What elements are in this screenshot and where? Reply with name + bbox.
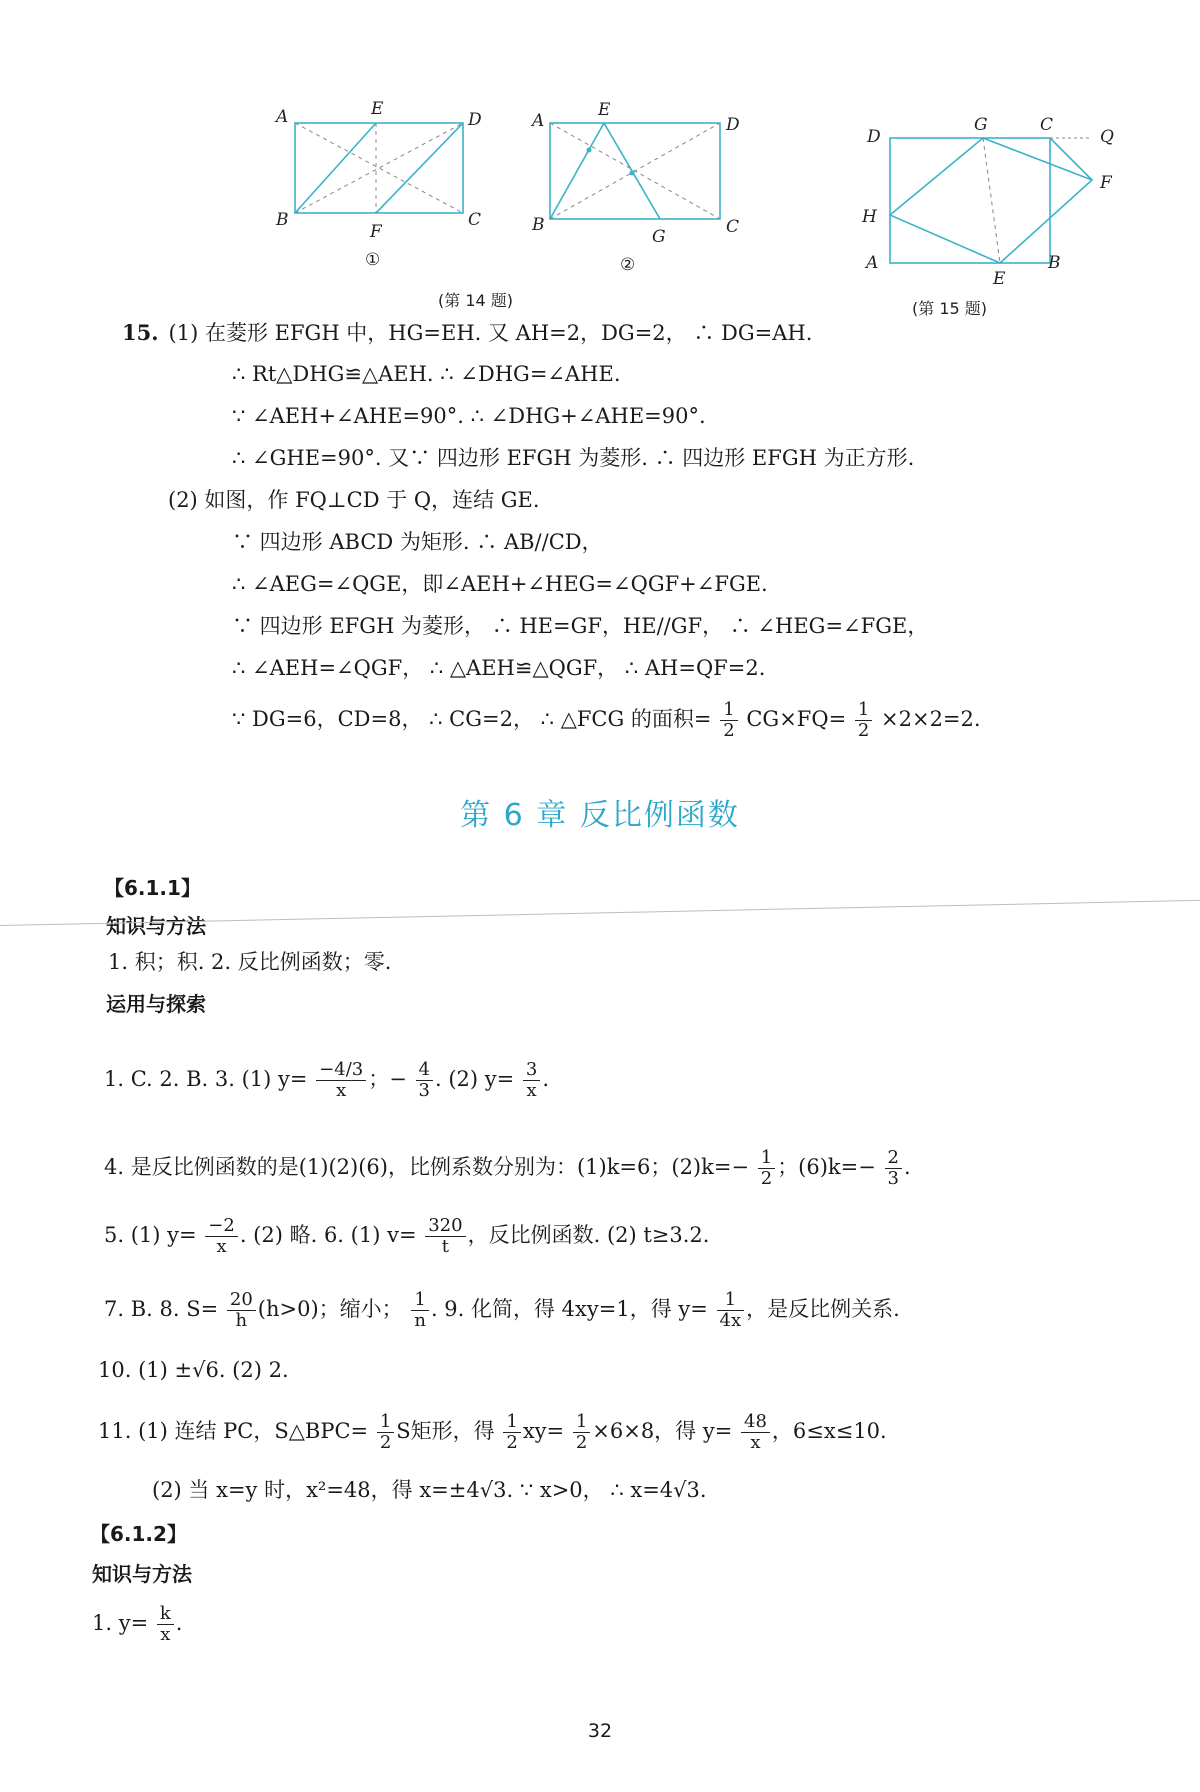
page-number: 32 xyxy=(587,1720,613,1742)
caption-14: (第 14 题) xyxy=(438,291,514,310)
answers-7-9: 7. B. 8. S= $\frac{20}{h}$ (h>0)；缩小； $\frac{1}{n}$ . 9. 化简，得 4xy=1，得 y= $\frac{1}{4x}$ ，是反比例关系. xyxy=(104,1289,900,1331)
fraction: $\frac{-2}{x}$ xyxy=(205,1216,238,1257)
fraction: $\frac{1}{n}$ xyxy=(411,1290,429,1331)
svg-text:E: E xyxy=(371,99,384,119)
q15-line-5: (2) 如图，作 FQ⊥CD 于 Q，连结 GE. xyxy=(168,488,540,512)
section-6-1-2: 【6.1.2】 xyxy=(90,1522,187,1546)
svg-text:D: D xyxy=(867,127,881,147)
section-6-1-1: 【6.1.1】 xyxy=(104,876,201,900)
fraction: $\frac{48}{x}$ xyxy=(741,1412,770,1453)
answer-10: 10. (1) ±√6. (2) 2. xyxy=(98,1358,289,1382)
svg-text:G: G xyxy=(652,227,666,247)
knowledge-heading-1: 知识与方法 xyxy=(106,914,206,938)
fraction: $\frac{-4/3}{x}$ xyxy=(316,1060,366,1101)
fraction: $\frac{3}{x}$ xyxy=(523,1060,540,1101)
svg-text:B: B xyxy=(532,215,545,235)
figure-15 xyxy=(861,115,1114,289)
knowledge-heading-2: 知识与方法 xyxy=(92,1562,192,1586)
fraction: $\frac{1}{4x}$ xyxy=(717,1290,745,1331)
q15-number: 15. xyxy=(122,320,159,345)
svg-text:H: H xyxy=(862,207,877,227)
fraction: $\frac{1}{2}$ xyxy=(377,1412,394,1453)
fraction: $\frac{1}{2}$ xyxy=(503,1412,520,1453)
knowledge-answers: 1. 积；积. 2. 反比例函数；零. xyxy=(108,950,392,974)
fraction: $\frac{320}{t}$ xyxy=(425,1216,465,1257)
svg-text:A: A xyxy=(276,107,289,127)
fraction: $\frac{1}{2}$ xyxy=(855,700,872,741)
svg-text:②: ② xyxy=(620,255,636,275)
svg-text:F: F xyxy=(370,222,382,242)
svg-text:B: B xyxy=(276,210,289,230)
figure-14-2 xyxy=(530,100,740,275)
fraction: $\frac{20}{h}$ xyxy=(227,1290,256,1331)
fraction: $\frac{k}{x}$ xyxy=(157,1604,174,1645)
q15-line-6: ∵ 四边形 ABCD 为矩形. ∴ AB//CD， xyxy=(232,530,603,554)
q15-line-2: ∴ Rt△DHG≌△AEH. ∴ ∠DHG=∠AHE. xyxy=(232,362,621,386)
answer-11-part1: 11. (1) 连结 PC，S△BPC= $\frac{1}{2}$ S矩形，得 $\frac{1}{2}$ xy= $\frac{1}{2}$ ×6×8，得 y= $\frac{48}{x}$ ，6≤x≤10. xyxy=(98,1411,887,1453)
q15-line-8: ∵ 四边形 EFGH 为菱形， ∴ HE=GF，HE//GF， ∴ ∠HEG=∠FGE， xyxy=(232,614,929,638)
q15-line-10: ∵ DG=6，CD=8， ∴ CG=2， ∴ △FCG 的面积= $\frac{1}{2}$ CG×FQ= $\frac{1}{2}$ ×2×2=2. xyxy=(232,699,981,741)
caption-15: (第 15 题) xyxy=(912,299,988,318)
figures-area xyxy=(0,0,1200,320)
answers-5-6: 5. (1) y= $\frac{-2}{x}$ . (2) 略. 6. (1) v= $\frac{320}{t}$ ，反比例函数. (2) t≥3.2. xyxy=(104,1215,710,1257)
svg-text:A: A xyxy=(532,111,545,131)
q15-line-4: ∴ ∠GHE=90°. 又∵ 四边形 EFGH 为菱形. ∴ 四边形 EFGH 为正方形. xyxy=(232,446,915,470)
svg-text:C: C xyxy=(1040,115,1054,135)
svg-text:①: ① xyxy=(365,250,381,270)
answer-11-part2: (2) 当 x=y 时，x²=48，得 x=±4√3. ∵ x>0， ∴ x=4√3. xyxy=(152,1478,707,1502)
q15-line-7: ∴ ∠AEG=∠QGE，即∠AEH+∠HEG=∠QGF+∠FGE. xyxy=(232,572,768,596)
q15-line-9: ∴ ∠AEH=∠QGF， ∴ △AEH≌△QGF， ∴ AH=QF=2. xyxy=(232,656,766,680)
chapter-title: 第 6 章 反比例函数 xyxy=(460,798,740,833)
svg-text:Q: Q xyxy=(1100,127,1114,147)
fraction: $\frac{1}{2}$ xyxy=(758,1148,775,1189)
svg-text:G: G xyxy=(974,115,988,135)
figure-14-1 xyxy=(274,99,482,270)
fraction: $\frac{4}{3}$ xyxy=(416,1060,433,1101)
apply-heading: 运用与探索 xyxy=(106,992,206,1016)
q15-line-1: 15. (1) 在菱形 EFGH 中，HG=EH. 又 AH=2，DG=2， ∴ DG=AH. xyxy=(122,320,813,345)
answers-1-3: 1. C. 2. B. 3. (1) y= $\frac{-4/3}{x}$ ；− $\frac{4}{3}$ . (2) y= $\frac{3}{x}$ . xyxy=(104,1059,550,1101)
answer-4: 4. 是反比例函数的是(1)(2)(6)，比例系数分别为：(1)k=6；(2)k=− $\frac{1}{2}$ ；(6)k=− $\frac{2}{3}$ . xyxy=(104,1147,911,1189)
fraction: $\frac{2}{3}$ xyxy=(885,1148,902,1189)
svg-text:D: D xyxy=(468,110,482,130)
svg-text:E: E xyxy=(598,100,611,120)
answer-6-1-2-1: 1. y= $\frac{k}{x}$ . xyxy=(92,1603,183,1645)
q15-line-3: ∵ ∠AEH+∠AHE=90°. ∴ ∠DHG+∠AHE=90°. xyxy=(232,404,706,428)
svg-text:D: D xyxy=(726,115,740,135)
svg-text:A: A xyxy=(866,253,879,273)
svg-text:C: C xyxy=(726,217,740,237)
svg-text:C: C xyxy=(468,210,482,230)
svg-text:B: B xyxy=(1048,253,1061,273)
svg-text:F: F xyxy=(1100,173,1112,193)
fraction: $\frac{1}{2}$ xyxy=(573,1412,590,1453)
fraction: $\frac{1}{2}$ xyxy=(720,700,737,741)
svg-text:E: E xyxy=(993,269,1006,289)
